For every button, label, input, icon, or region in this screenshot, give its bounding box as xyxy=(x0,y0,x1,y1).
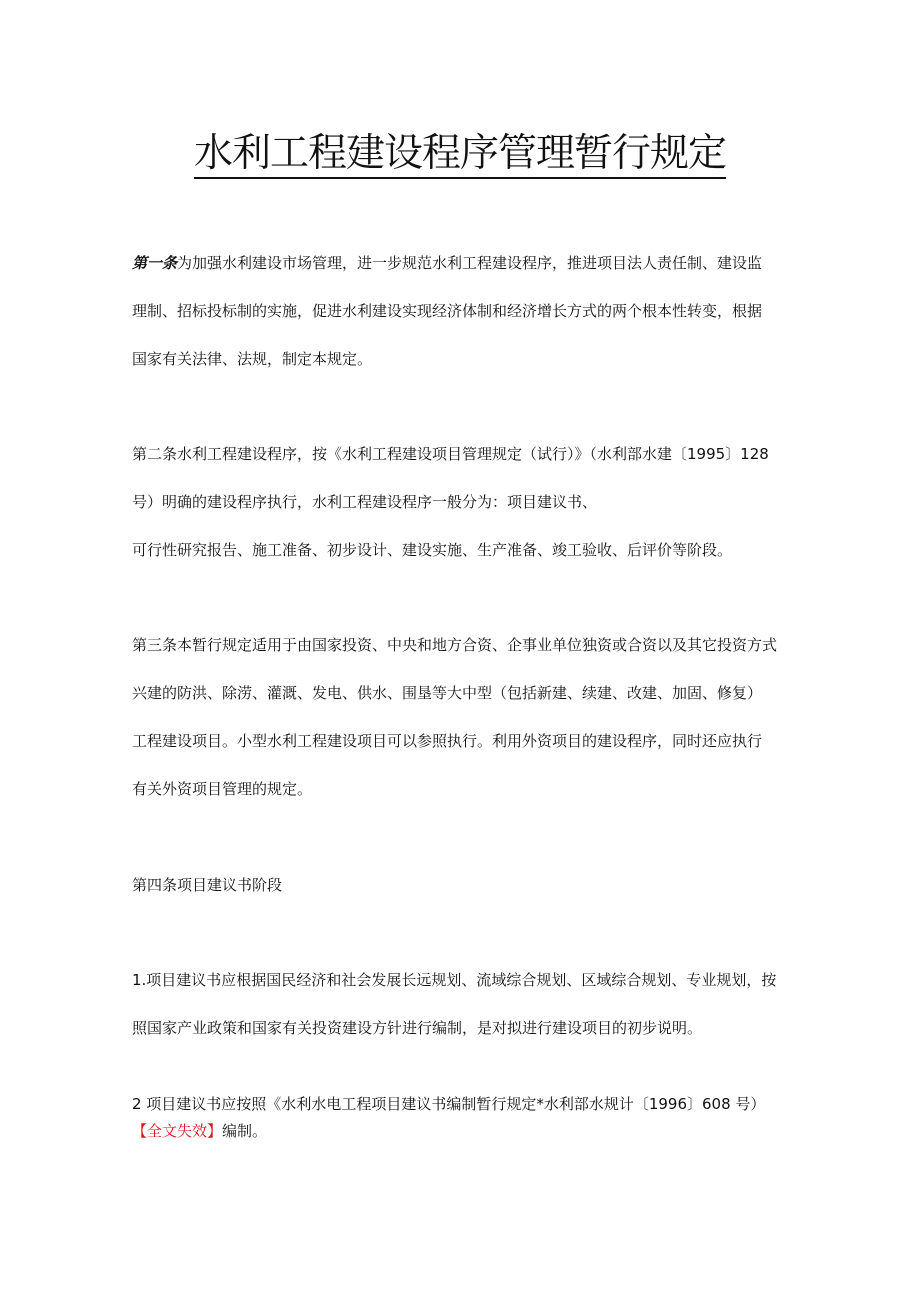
article4-item2-line1: 2 项目建议书应按照《水利水电工程项目建议书编制暂行规定*水利部水规计〔1996〕608 号） xyxy=(132,1095,766,1113)
article2-line1: 第二条水利工程建设程序，按《水利工程建设项目管理规定（试行）》（水利部水建〔1995〕128 xyxy=(132,445,769,463)
article4-item2-line2 xyxy=(132,1120,792,1142)
article3-line2: 兴建的防洪、除涝、灌溉、发电、供水、围垦等大中型（包括新建、续建、改建、加固、修复） xyxy=(132,684,763,702)
article3-line1: 第三条本暂行规定适用于由国家投资、中央和地方合资、企事业单位独资或合资以及其它投资方式 xyxy=(132,636,778,654)
article2-line2: 号）明确的建设程序执行，水利工程建设程序一般分为：项目建议书、 xyxy=(132,493,598,511)
document-title-text: 水利工程建设程序管理暂行规定 xyxy=(194,131,726,179)
article1-label: 第一条 xyxy=(132,254,178,272)
document-title xyxy=(0,128,920,180)
article4-item1-line2: 照国家产业政策和国家有关投资建设方针进行编制，是对拟进行建设项目的初步说明。 xyxy=(132,1019,703,1037)
article1-line3: 国家有关法律、法规，制定本规定。 xyxy=(132,350,373,368)
article1-line1 xyxy=(132,252,792,274)
article4-heading: 第四条项目建议书阶段 xyxy=(132,876,283,894)
full-text-invalid-tag[interactable]: 【全文失效】 xyxy=(132,1122,223,1140)
article4-item2-line2-text: 编制。 xyxy=(222,1122,268,1140)
article4-item1-line1: 1.项目建议书应根据国民经济和社会发展长远规划、流域综合规划、区域综合规划、专业规划，按 xyxy=(132,971,777,989)
article3-line4: 有关外资项目管理的规定。 xyxy=(132,780,313,798)
article2-line3: 可行性研究报告、施工准备、初步设计、建设实施、生产准备、竣工验收、后评价等阶段。 xyxy=(132,541,733,559)
article1-line2: 理制、招标投标制的实施，促进水利建设实现经济体制和经济增长方式的两个根本性转变，根据 xyxy=(132,302,763,320)
article3-line3: 工程建设项目。小型水利工程建设项目可以参照执行。利用外资项目的建设程序，同时还应执行 xyxy=(132,732,763,750)
article1-line1-text: 为加强水利建设市场管理，进一步规范水利工程建设程序，推进项目法人责任制、建设监 xyxy=(177,254,763,272)
